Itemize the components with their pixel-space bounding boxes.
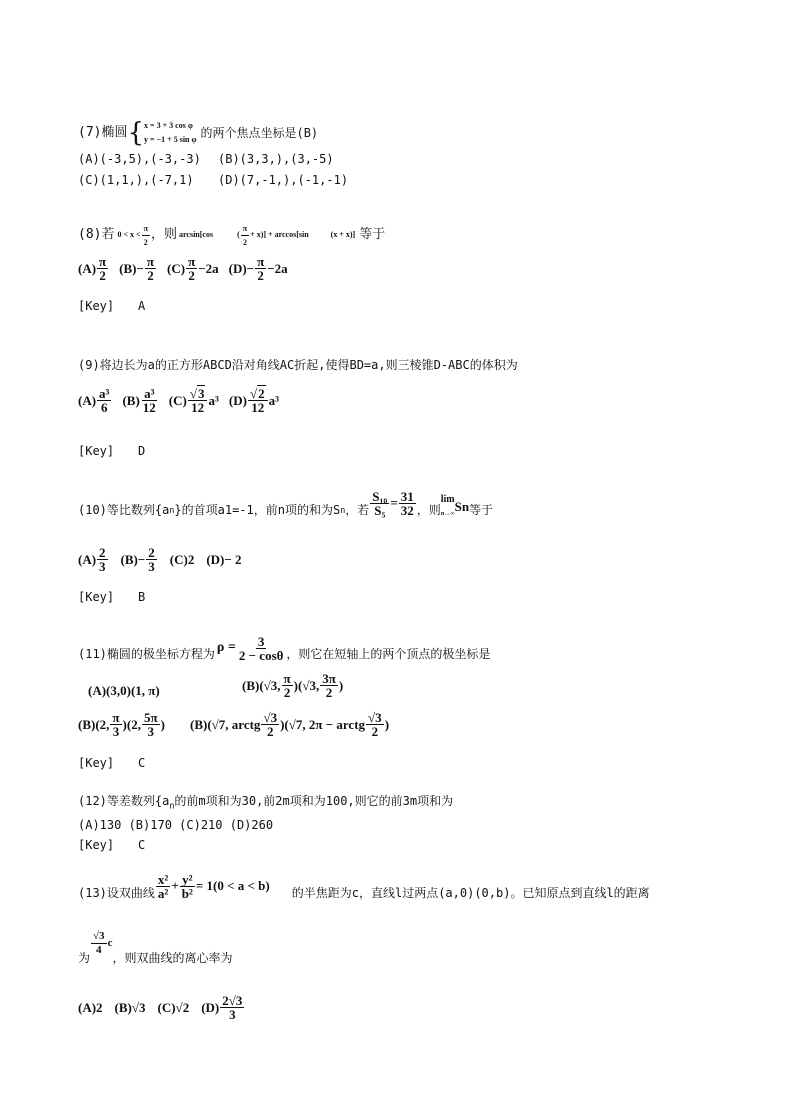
q10-text1: (10)等比数列{a: [78, 503, 170, 517]
q8-expr1b: (: [237, 230, 240, 239]
q8-then: ，则: [151, 227, 178, 242]
q13-line2: [78, 928, 232, 970]
q11-opt-c-n2: 5π: [143, 710, 158, 725]
q9-key-value: D: [138, 444, 146, 458]
q13-y-frac: [180, 873, 195, 900]
q11-opt-b-n1: π: [283, 671, 291, 686]
q13-opt-d-num: 2√3: [222, 993, 243, 1008]
q13-x-den: a²: [157, 885, 169, 901]
q10-text3: ，若: [345, 503, 370, 517]
q11-opt-b-pre: (B)(√3,: [242, 677, 281, 693]
q11-opt-c-d1: 3: [112, 724, 120, 739]
q10-opt-b-frac: [146, 546, 157, 573]
q8-tail: 等于: [359, 227, 386, 242]
q10-then: ，则: [416, 503, 441, 517]
q8-opt-c-frac: [186, 255, 197, 282]
q11-tail: ，则它在短轴上的两个顶点的极坐标是: [286, 647, 491, 661]
left-brace-icon: {: [127, 118, 145, 148]
q9-key-label: [Key]: [78, 444, 115, 458]
q11-opt-c-pre: (B)(2,: [78, 716, 110, 732]
q9-opt-c: (C): [168, 392, 187, 408]
q11-opt-c-n1: π: [112, 710, 120, 725]
q13-opt-a: (A)2: [78, 999, 103, 1015]
q10-limit: [441, 493, 455, 521]
q11-opt-d-frac1: [261, 711, 279, 738]
q11-opt-b: [242, 672, 343, 699]
q9-opt-a-den: 6: [101, 400, 108, 415]
q13-tail: 的半焦距为c，直线l过两点(a,0)(0,b)。已知原点到直线l的距离: [291, 886, 650, 900]
q10-text2-sub: n: [340, 505, 346, 515]
q9-opt-b-den: 12: [142, 400, 156, 415]
q9-opt-d-den: 12: [251, 400, 265, 415]
q8-opt-d-frac: [255, 255, 266, 282]
q13-line1: [78, 866, 650, 906]
q9-opt-c-den: 12: [191, 400, 205, 415]
q13-d-frac: [91, 930, 107, 957]
q11-rho: ρ =: [216, 640, 236, 655]
q11-text: (11)椭圆的极坐标方程为: [78, 647, 215, 661]
q10-value-num: 31: [400, 488, 414, 504]
q11-opt-d: [190, 711, 389, 738]
q9-opt-c-num: [188, 387, 208, 401]
q10-value: [399, 490, 416, 517]
q9-opt-d-rad: 2: [258, 386, 265, 401]
q10-text1-sub: n: [169, 505, 175, 515]
q11-opt-d-d2: 2: [371, 724, 379, 739]
q8-opt-b-num: π: [146, 254, 155, 269]
q11-opt-c-d2: 3: [147, 724, 155, 739]
q10-key-value: B: [138, 590, 146, 604]
q10-opt-a-den: 3: [99, 559, 106, 574]
q10-opt-a-num: 2: [99, 545, 106, 560]
q7-eq2: y = −1 + 5 sin φ: [144, 135, 197, 144]
q10-opt-a: (A): [78, 551, 97, 567]
q8-opt-c: (C): [167, 260, 186, 276]
q10-opt-b: (B)−: [120, 551, 146, 567]
q7-opt-c: (C)(1,1,),(-7,1): [78, 173, 194, 187]
q12-text1-sub: n: [169, 800, 175, 811]
q11-num: 3: [257, 633, 265, 649]
q8-opt-d-den: 2: [257, 268, 264, 283]
q10-eq: =: [390, 495, 398, 510]
q10-opt-a-frac: [97, 546, 108, 573]
q11-opt-b-d2: 2: [325, 685, 333, 700]
q8-opt-a-frac: [97, 255, 108, 282]
q8-opt-a-num: π: [99, 254, 107, 269]
q10-value-den: 32: [400, 502, 414, 518]
q8-opt-b-frac: [145, 255, 156, 282]
q10-options: [78, 546, 242, 573]
q10-key-label: [Key]: [78, 590, 115, 604]
q9-opt-d-tail: a³: [268, 392, 279, 408]
q12-options: (A)130 (B)170 (C)210 (D)260: [78, 818, 274, 832]
q11-opt-c-mid: )(2,: [122, 716, 141, 732]
q9-opt-c-tail: a³: [208, 392, 219, 408]
q10-ratio-num: S₁₀: [372, 488, 388, 504]
q11-opt-b-end: ): [338, 677, 344, 693]
q8-expr1: arcsin[cos: [179, 230, 214, 239]
q11-key-value: C: [138, 756, 146, 770]
q9-opt-d-frac: [248, 387, 268, 414]
q11-opt-d-mid: )(√7, 2π − arctg: [280, 716, 366, 732]
q13-opt-d-den: 3: [229, 1007, 236, 1022]
q13-d-c: c: [107, 937, 113, 949]
q9-opt-a-frac: [97, 387, 111, 414]
q8-cond: 0 < x <: [117, 230, 141, 239]
q7-opt-a: (A)(-3,5),(-3,-3): [78, 152, 201, 166]
q13-opt-b: (B)√3: [114, 999, 146, 1015]
q9-opt-d-num: [248, 387, 268, 401]
q11-opt-b-frac2: [320, 672, 338, 699]
q10-ratio-den: S₅: [374, 502, 386, 518]
q11-den: 2 − cosθ: [238, 647, 284, 663]
q11-line: [78, 628, 490, 668]
q10-opt-b-den: 3: [148, 559, 155, 574]
q7-eq1: x = 3 + 3 cos φ: [144, 121, 193, 130]
q11-opt-b-d1: 2: [283, 685, 291, 700]
q8-opt-b-den: 2: [147, 268, 154, 283]
q8-opt-c-tail: −2a: [198, 260, 219, 276]
q8-expr1c: + x)] + arccos[sin: [250, 230, 309, 239]
q12-text1: (12)等差数列{a: [78, 794, 170, 808]
q13-y-den: b²: [181, 885, 193, 901]
q10-lim-sub: n→∞: [440, 511, 455, 517]
q11-opt-c-frac1: [110, 711, 121, 738]
q9-text: (9)将边长为a的正方形ABCD沿对角线AC折起,使得BD=a,则三棱锥D-ABC的体积为: [78, 358, 518, 372]
q10-tail: 等于: [469, 503, 494, 517]
q10-opt-b-num: 2: [148, 545, 155, 560]
q12-key-label: [Key]: [78, 838, 115, 852]
q11-opt-c: [78, 711, 165, 738]
q9-opt-c-frac: [188, 387, 208, 414]
q13-options: [78, 994, 245, 1021]
q8-cond-frac: [142, 222, 150, 249]
q10-lim-s: S: [454, 499, 462, 514]
q11-opt-d-pre: (B)(√7, arctg: [190, 716, 261, 732]
q9-options: [78, 387, 279, 414]
q13-line2-tail: ，则双曲线的离心率为: [112, 951, 233, 965]
q8-opt-c-num: π: [188, 254, 196, 269]
q11-opt-d-d1: 2: [267, 724, 274, 739]
q13-x-frac: [156, 873, 170, 900]
q8-opt-d-num: π: [257, 254, 265, 269]
q8-key-value: A: [138, 299, 146, 313]
q13-y-num: y²: [182, 871, 193, 887]
q13-plus: +: [171, 878, 179, 893]
sqrt-icon: √2: [249, 386, 265, 401]
q8-line: [78, 217, 385, 253]
q10-opt-d: (D)− 2: [206, 551, 242, 567]
q8-prefix: (8)若: [78, 227, 115, 242]
q11-opt-d-n2: √3: [368, 710, 382, 725]
q10-opt-c: (C)2: [169, 551, 195, 567]
q7-opt-d: (D)(7,-1,),(-1,-1): [218, 173, 349, 187]
q11-opt-b-frac1: [282, 672, 293, 699]
q13-opt-d-frac: [220, 994, 244, 1021]
q10-text2: }的首项a1=-1，前n项的和为S: [174, 503, 341, 517]
q10-ratio: [370, 490, 389, 517]
q12-line: [78, 794, 453, 812]
q9-opt-a: (A): [78, 392, 97, 408]
q9-opt-d: (D): [228, 392, 247, 408]
q8-cond-den: 2: [143, 237, 148, 247]
q13-opt-c: (C)√2: [157, 999, 190, 1015]
q7-opt-b: (B)(3,3,),(3,-5): [218, 152, 334, 166]
q7-line: [78, 116, 318, 150]
q7-prefix: (7)椭圆: [78, 125, 128, 140]
q9-opt-b-num: a³: [144, 386, 155, 401]
q9-opt-b: (B): [122, 392, 140, 408]
q9-opt-c-rad: 3: [197, 386, 205, 401]
q11-opt-d-frac2: [366, 711, 384, 738]
q10-lim: lim: [440, 494, 455, 505]
q8-opt-c-den: 2: [188, 268, 195, 283]
q13-d-den: 4: [96, 943, 102, 956]
q9-opt-a-num: a³: [99, 386, 110, 401]
q11-opt-b-mid: )(√3,: [293, 677, 320, 693]
q11-frac: [237, 635, 286, 662]
q7-system: [144, 119, 196, 147]
q10-line: [78, 490, 493, 530]
q7-suffix: 的两个焦点坐标是(B): [200, 126, 319, 140]
q11-key-label: [Key]: [78, 756, 115, 770]
q8-expr1-num: π: [241, 222, 249, 236]
q13-d-num: √3: [93, 929, 105, 942]
q13-x-num: x²: [157, 871, 169, 887]
q8-opt-b: (B)−: [119, 260, 144, 276]
q13-line2-pre: 为: [78, 951, 91, 965]
q10-lim-s-sub: n: [461, 499, 470, 514]
q11-opt-c-end: ): [160, 716, 165, 732]
q8-expr1-den: 2: [242, 237, 247, 247]
q12-key-value: C: [138, 838, 146, 852]
q8-opt-d-tail: −2a: [267, 260, 288, 276]
q13-opt-d: (D): [201, 999, 220, 1015]
q11-opt-d-n1: √3: [263, 710, 278, 725]
q8-opt-a: (A): [78, 260, 97, 276]
q8-opt-a-den: 2: [99, 268, 106, 283]
q8-expr1-frac: [241, 222, 249, 249]
q8-options: [78, 255, 288, 282]
q11-opt-b-n2: 3π: [322, 671, 336, 686]
q13-cond: = 1(0 < a < b): [195, 878, 270, 893]
q11-opt-a: (A)(3,0)(1, π): [88, 683, 160, 698]
q8-opt-d: (D)−: [228, 260, 255, 276]
sqrt-icon: √3: [189, 386, 205, 401]
q12-text2: 的前m项和为30,前2m项和为100,则它的前3m项和为: [174, 794, 454, 808]
q8-key-label: [Key]: [78, 299, 115, 313]
q11-opt-c-frac2: [142, 711, 160, 738]
q8-cond-num: π: [142, 222, 150, 236]
q11-opt-d-end: ): [384, 716, 390, 732]
q13-prefix: (13)设双曲线: [78, 886, 155, 900]
q9-opt-b-frac: [141, 387, 158, 414]
q8-expr2: (x + x)]: [330, 230, 356, 239]
